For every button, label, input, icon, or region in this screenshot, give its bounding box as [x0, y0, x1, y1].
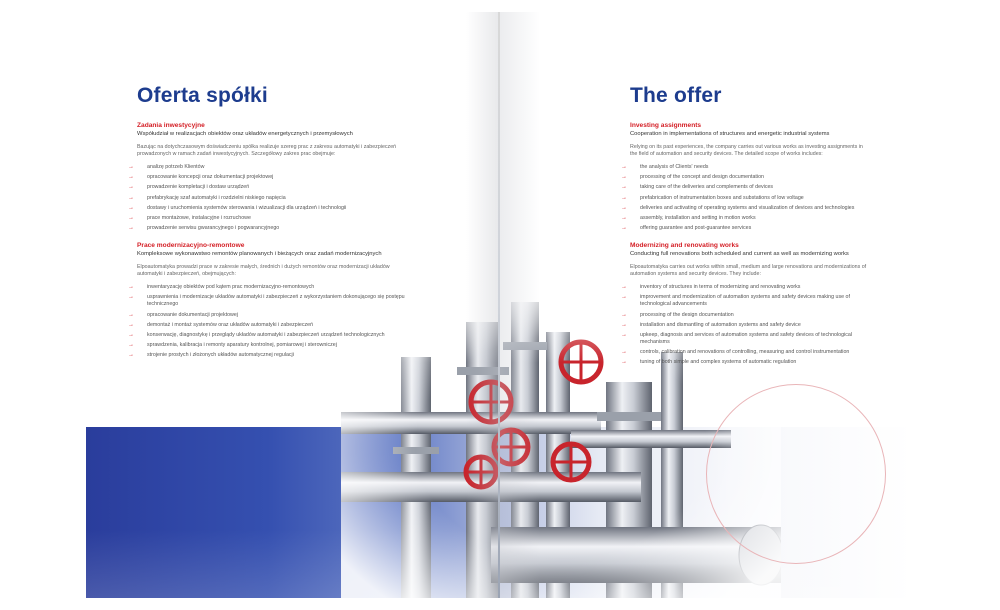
arrow-right-icon: → — [128, 174, 134, 181]
list-item-text: demontaż i montaż systemów oraz układów automatyki i zabezpieczeń — [147, 321, 314, 328]
list-item-text: prowadzenie serwisu gwarancyjnego i pogwarancyjnego — [147, 225, 280, 232]
arrow-right-icon: → — [128, 284, 134, 291]
list-item-text: dostawy i uruchomienia systemów sterowania i wizualizacji dla urządzeń i technologii — [147, 204, 347, 211]
list-item-text: usprawnienia i modernizacje układów automatyki i zabezpieczeń z wykorzystaniem dokonującego się postępu technicznego — [147, 294, 405, 308]
spine-shadow-right — [500, 12, 540, 598]
list-item-text: taking care of the deliveries and complements of devices — [640, 184, 774, 191]
arrow-right-icon: → — [128, 184, 134, 191]
section-heading: Modernizing and renovating works — [630, 242, 739, 250]
list-item — [621, 294, 870, 308]
list-item — [621, 225, 870, 232]
page-left — [128, 83, 407, 368]
list-item — [128, 164, 407, 171]
bullet-list — [621, 164, 870, 232]
list-item — [621, 204, 870, 212]
arrow-right-icon: → — [128, 214, 134, 221]
arrow-right-icon: → — [621, 349, 627, 356]
list-item-text: analizę potrzeb Klientów — [147, 164, 205, 170]
arrow-right-icon: → — [621, 214, 627, 221]
list-item-text: inventory of structures in terms of modernizing and renovating works — [640, 284, 801, 291]
arrow-right-icon: → — [128, 342, 134, 349]
list-item — [621, 349, 870, 356]
section-modernization — [128, 241, 407, 359]
list-item-text: prace montażowe, instalacyjne i rozruchowe — [147, 214, 251, 221]
list-item-text: opracowanie koncepcji oraz dokumentacji projektowej — [147, 174, 274, 181]
arrow-right-icon: → — [621, 321, 627, 328]
list-item-text: inwentaryzację obiektów pod kątem prac modernizacyjno-remontowych — [147, 284, 315, 291]
list-item — [621, 359, 870, 366]
bullet-list — [621, 284, 870, 366]
section-paragraph: Elpoautomatyka carries out works within small, medium and large renovations and modernizations of automation systems and security devices. They include: — [630, 264, 867, 278]
section-investment — [128, 121, 407, 232]
list-item-text: sprawdzenia, kalibracja i remonty aparatury kontrolnej, pomiarowej i sterowniczej — [147, 342, 337, 349]
section-heading: Prace modernizacyjno-remontowe — [137, 242, 245, 250]
arrow-right-icon: → — [621, 174, 627, 181]
list-item — [128, 225, 407, 232]
list-item — [621, 184, 870, 191]
arrow-right-icon: → — [621, 194, 627, 201]
bullet-list — [128, 284, 407, 359]
arrow-right-icon: → — [128, 204, 134, 211]
bullet-list — [128, 164, 407, 232]
list-item — [128, 352, 407, 359]
section-paragraph: Relying on its past experiences, the company carries out various works as investing assignments in the field of automation and security devices. The detailed scope of works includes: — [630, 144, 863, 157]
list-item-text: assembly, installation and setting in motion works — [640, 214, 756, 221]
list-item — [621, 194, 870, 202]
list-item-text: tuning of both simple and complex systems of automatic regulation — [640, 359, 797, 366]
arrow-right-icon: → — [128, 225, 134, 232]
list-item — [621, 214, 870, 222]
arrow-right-icon: → — [621, 311, 627, 318]
list-item — [128, 174, 407, 181]
arrow-right-icon: → — [621, 204, 627, 211]
list-item-text: processing of the design documentation — [640, 311, 734, 318]
list-item-text: deliveries and activating of operating systems and visualization of devices and technologies — [640, 204, 855, 211]
arrow-right-icon: → — [621, 225, 627, 232]
list-item-text: strojenie prostych i złożonych układów automatycznej regulacji — [147, 352, 294, 359]
section-investing — [621, 121, 870, 232]
list-item — [128, 194, 407, 202]
list-item — [128, 331, 407, 339]
list-item — [621, 174, 870, 181]
section-heading: Investing assignments — [630, 122, 702, 129]
list-item-text: controls, calibration and renovations of controlling, measuring and control instrumentation — [640, 349, 850, 356]
arrow-right-icon: → — [128, 194, 134, 201]
page-spine — [498, 12, 500, 598]
arrow-right-icon: → — [128, 294, 134, 301]
list-item — [128, 284, 407, 291]
section-paragraph: Bazując na dotychczasowym doświadczeniu spółka realizuje szereg prac z zakresu automatyki i zabezpieczeń prowadzonych w ramach zadań inwestycyjnych. Szczegółowy zakres prac obejmuje: — [137, 144, 397, 157]
list-item — [128, 342, 407, 349]
section-subheading: Cooperation in implementations of structures and energetic industrial systems — [630, 131, 830, 137]
spine-shadow — [466, 12, 498, 598]
arrow-right-icon: → — [128, 321, 134, 328]
list-item-text: improvement and modernization of automation systems and safety devices making use of technological advancements — [640, 294, 850, 308]
list-item — [621, 321, 870, 329]
arrow-right-icon: → — [128, 352, 134, 359]
list-item — [128, 184, 407, 191]
arrow-right-icon: → — [621, 164, 627, 170]
arrow-right-icon: → — [621, 359, 627, 366]
section-subheading: Współudział w realizacjach obiektów oraz układów energetycznych i przemysłowych — [137, 131, 353, 137]
list-item — [621, 284, 870, 291]
list-item-text: konserwację, diagnostykę i przeglądy układów automatyki i zabezpieczeń urządzeń technologicznych — [147, 331, 385, 338]
list-item-text: opracowanie dokumentacji projektowej — [147, 311, 238, 318]
arrow-right-icon: → — [128, 164, 134, 170]
section-paragraph: Elpoautomatyka prowadzi prace w zakresie małych, średnich i dużych remontów oraz modernizacji układów automatyki i zabezpieczeń, obejmujących: — [137, 264, 390, 278]
section-modernizing — [621, 241, 870, 366]
section-subheading: Conducting full renovations both scheduled and current as well as modernizing works — [630, 251, 849, 258]
arrow-right-icon: → — [621, 294, 627, 301]
list-item — [128, 321, 407, 329]
arrow-right-icon: → — [128, 331, 134, 338]
list-item — [621, 311, 870, 319]
brochure-spread — [86, 12, 913, 598]
arrow-right-icon: → — [128, 311, 134, 318]
list-item-text: prefabrication of instrumentation boxes and substations of low voltage — [640, 194, 804, 201]
arrow-right-icon: → — [621, 184, 627, 191]
section-heading: Zadania inwestycyjne — [137, 122, 205, 129]
page-title: The offer — [630, 84, 722, 107]
list-item — [128, 204, 407, 212]
page-title: Oferta spółki — [137, 84, 268, 107]
section-subheading: Kompleksowe wykonawstwo remontów planowanych i bieżących oraz zadań modernizacyjnych — [137, 251, 382, 258]
list-item — [621, 331, 870, 346]
list-item-text: prowadzenie kompletacji i dostaw urządzeń — [147, 184, 250, 191]
list-item — [128, 294, 407, 308]
list-item-text: processing of the concept and design documentation — [640, 174, 764, 181]
decorative-arc — [706, 384, 886, 564]
list-item — [128, 214, 407, 222]
list-item-text: the analysis of Clients' needs — [640, 164, 709, 170]
list-item-text: offering guarantee and post-guarantee services — [640, 225, 752, 232]
arrow-right-icon: → — [621, 284, 627, 291]
arrow-right-icon: → — [621, 331, 627, 338]
list-item — [128, 311, 407, 319]
page-right — [621, 83, 870, 375]
list-item-text: prefabrykację szaf automatyki i rozdzielni niskiego napięcia — [147, 194, 286, 201]
list-item-text: installation and dismantling of automation systems and safety device — [640, 321, 801, 328]
list-item — [621, 164, 870, 171]
list-item-text: upkeep, diagnosis and services of automation systems and safety devices of technological mechanisms — [640, 331, 852, 345]
